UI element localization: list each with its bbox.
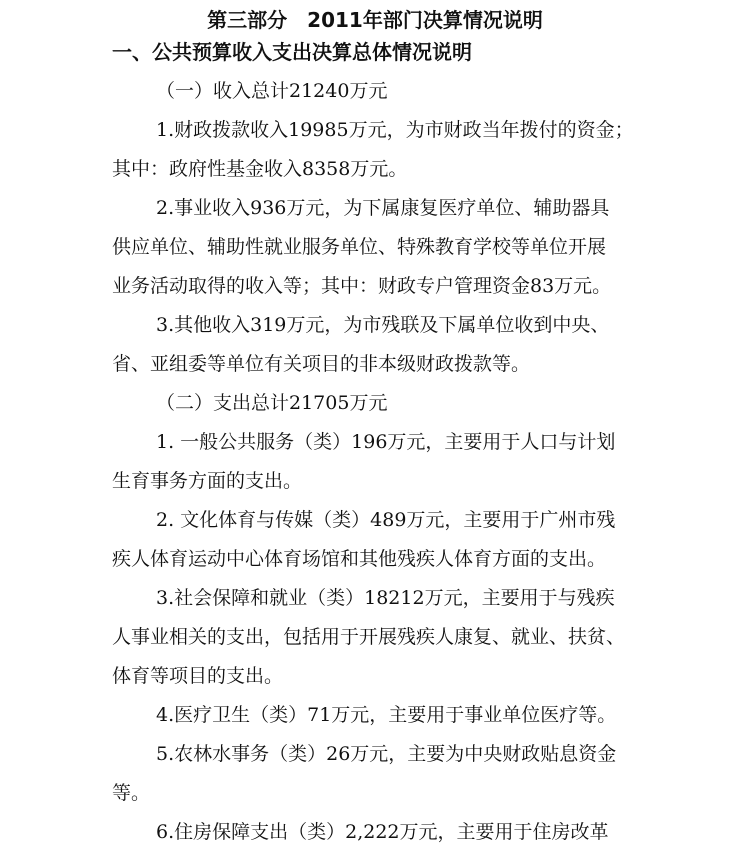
paragraph-business-income xyxy=(112,189,642,306)
paragraph-line: （二）支出总计21705万元 xyxy=(156,392,388,414)
paragraph-expense-total xyxy=(112,384,642,423)
paragraph-line: 生育事务方面的支出。 xyxy=(112,470,303,492)
paragraph-fiscal-allocation xyxy=(112,111,642,189)
paragraph-line: 体育等项目的支出。 xyxy=(112,665,284,687)
paragraph-line: 人事业相关的支出，包括用于开展残疾人康复、就业、扶贫、 xyxy=(112,626,626,648)
paragraph-general-public-services xyxy=(112,423,642,501)
paragraph-culture-sports-media xyxy=(112,501,642,579)
paragraph-line: 2.事业收入936万元，为下属康复医疗单位、辅助器具 xyxy=(156,197,610,219)
section-heading: 一、公共预算收入支出决算总体情况说明 xyxy=(112,40,472,64)
paragraph-line: 1. 一般公共服务（类）196万元，主要用于人口与计划 xyxy=(156,431,616,453)
paragraph-line: 供应单位、辅助性就业服务单位、特殊教育学校等单位开展 xyxy=(112,236,607,258)
paragraph-line: 3.其他收入319万元，为市残联及下属单位收到中央、 xyxy=(156,314,610,336)
paragraph-line: 2. 文化体育与传媒（类）489万元，主要用于广州市残 xyxy=(156,509,616,531)
paragraph-social-security xyxy=(112,579,642,696)
paragraph-line: 3.社会保障和就业（类）18212万元，主要用于与残疾 xyxy=(156,587,615,609)
paragraph-line: 4.医疗卫生（类）71万元，主要用于事业单位医疗等。 xyxy=(156,704,617,726)
paragraph-line: 5.农林水事务（类）26万元，主要为中央财政贴息资金 xyxy=(156,743,617,765)
paragraph-line: 1.财政拨款收入19985万元，为市财政当年拨付的资金； xyxy=(156,119,634,141)
paragraph-line: 业务活动取得的收入等；其中：财政专户管理资金83万元。 xyxy=(112,275,612,297)
paragraph-agriculture-water xyxy=(112,735,642,813)
paragraph-line: 省、亚组委等单位有关项目的非本级财政拨款等。 xyxy=(112,353,531,375)
page-title: 第三部分 2011年部门决算情况说明 xyxy=(207,8,543,32)
paragraph-line: 6.住房保障支出（类）2,222万元，主要用于住房改革 xyxy=(156,821,609,843)
paragraph-line: 等。 xyxy=(112,782,151,804)
paragraph-medical-health xyxy=(112,696,642,735)
paragraph-line: 疾人体育运动中心体育场馆和其他残疾人体育方面的支出。 xyxy=(112,548,607,570)
paragraph-income-total xyxy=(112,72,642,111)
paragraph-housing-security xyxy=(112,813,642,852)
paragraph-line: （一）收入总计21240万元 xyxy=(156,80,388,102)
paragraph-line: 其中：政府性基金收入8358万元。 xyxy=(112,158,408,180)
paragraph-other-income xyxy=(112,306,642,384)
